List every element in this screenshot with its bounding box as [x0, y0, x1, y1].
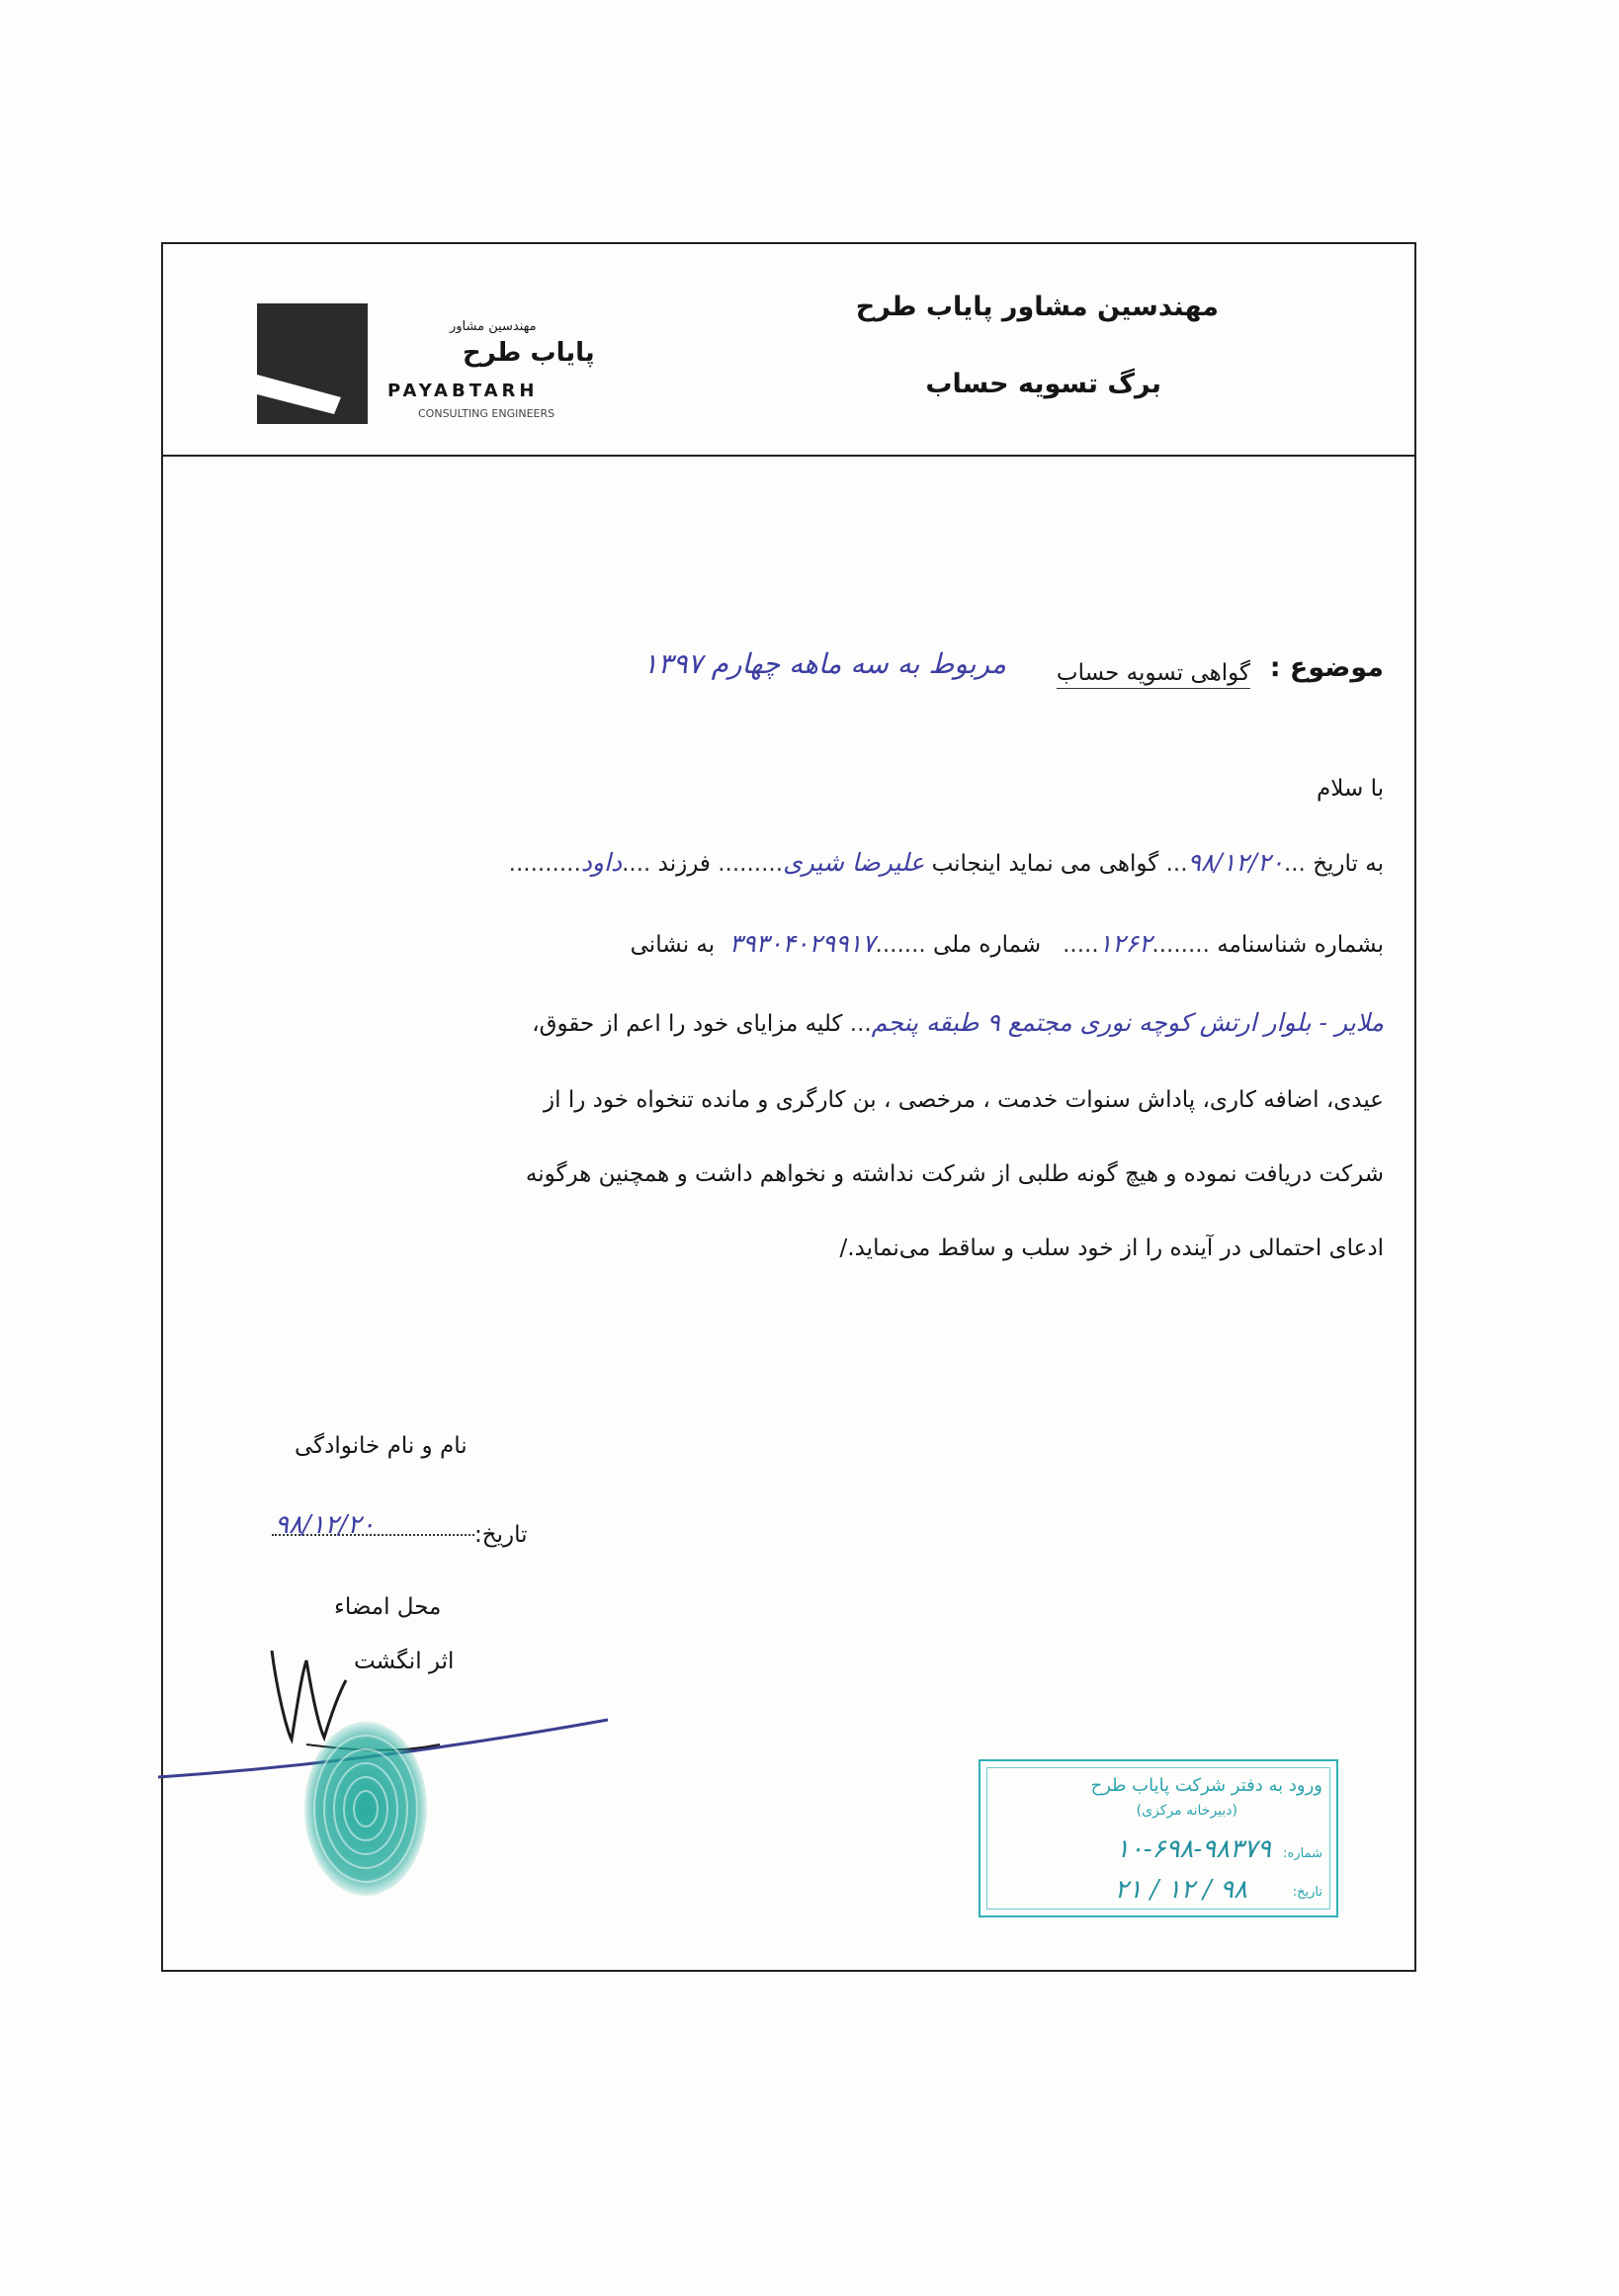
line1-date-hand: ۹۸/۱۲/۲۰	[1187, 848, 1284, 877]
line2-address-label: به نشانی	[630, 932, 716, 958]
header-divider	[161, 455, 1416, 457]
sign-date-label: تاریخ:	[474, 1522, 528, 1548]
line1-father-hand: داود	[580, 848, 623, 877]
line3-address-hand: ملایر - بلوار ارتش کوچه نوری مجتمع ۹ طبقه پنجم	[871, 1008, 1384, 1037]
fingerprint-mark	[297, 1715, 435, 1903]
logo-en-name: PAYABTARH	[387, 381, 539, 401]
line1-child-label: فرزند	[657, 851, 711, 877]
line2-id-hand: ۱۲۶۲	[1098, 929, 1152, 958]
logo-en-sub: CONSULTING ENGINEERS	[418, 407, 555, 420]
body-line-3: ملایر - بلوار ارتش کوچه نوری مجتمع ۹ طبقه پنجم... کلیه مزایای خود را اعم از حقوق،	[532, 1008, 1384, 1037]
stamp-date-label: تاریخ:	[1292, 1885, 1322, 1900]
line1-middle: گواهی می نماید اینجانب	[931, 851, 1159, 877]
signer-name-label: نام و نام خانوادگی	[295, 1433, 468, 1459]
body-line-1: به تاریخ ...۹۸/۱۲/۲۰... گواهی می نماید اینجانب علیرضا شیری......... فرزند ....داود..........	[508, 848, 1384, 877]
stamp-date-value: ۹۸ / ۱۲ / ۲۱	[1114, 1875, 1247, 1905]
logo-fa-name: پایاب طرح	[463, 338, 595, 368]
body-line-6: ادعای احتمالی در آینده را از خود سلب و ساقط می‌نماید./	[839, 1235, 1384, 1261]
stamp-number-value: ۱۰-۶۹۸-۹۸۳۷۹	[1115, 1834, 1271, 1864]
line1-prefix: به تاریخ	[1313, 851, 1384, 877]
greeting: با سلام	[1317, 776, 1384, 802]
form-title: برگ تسویه حساب	[925, 369, 1161, 399]
line2-id-label: بشماره شناسنامه	[1217, 932, 1384, 958]
subject-label: موضوع :	[1269, 652, 1384, 683]
logo-mark-shape	[257, 303, 368, 424]
logo-fa-small: مهندسین مشاور	[450, 319, 537, 334]
line2-national-hand: ۳۹۳۰۴۰۲۹۹۱۷	[728, 929, 876, 958]
stamp-number-label: شماره:	[1283, 1846, 1322, 1861]
body-line-5: شرکت دریافت نموده و هیچ گونه طلبی از شرکت نداشته و نخواهم داشت و همچنین هرگونه	[525, 1161, 1384, 1187]
line2-national-label: شماره ملی	[933, 932, 1042, 958]
body-line-2: بشماره شناسنامه ........۱۲۶۲..... شماره ملی .......۳۹۳۰۴۰۲۹۹۱۷ به نشانی	[630, 929, 1384, 958]
stamp-subtitle: (دبیرخانه مرکزی)	[1136, 1803, 1237, 1819]
reception-stamp	[979, 1759, 1338, 1917]
line1-name-hand: علیرضا شیری	[783, 848, 925, 877]
fingerprint-label: اثر انگشت	[354, 1649, 455, 1674]
logo-mark	[257, 303, 368, 424]
line3-rest: کلیه مزایای خود را اعم از حقوق،	[532, 1011, 843, 1037]
sign-date-hand: ۹۸/۱۲/۲۰	[275, 1510, 376, 1540]
body-line-4: عیدی، اضافه کاری، پاداش سنوات خدمت ، مرخصی ، بن کارگری و مانده تنخواه خود را از	[544, 1087, 1384, 1113]
stamp-title: ورود به دفتر شرکت پایاب طرح	[1090, 1775, 1322, 1796]
subject-handwritten: مربوط به سه ماهه چهارم ۱۳۹۷	[642, 647, 1006, 680]
subject-text: گواهی تسویه حساب	[1057, 660, 1250, 689]
signature-place-label: محل امضاء	[334, 1594, 442, 1620]
company-name: مهندسین مشاور پایاب طرح	[855, 292, 1219, 322]
